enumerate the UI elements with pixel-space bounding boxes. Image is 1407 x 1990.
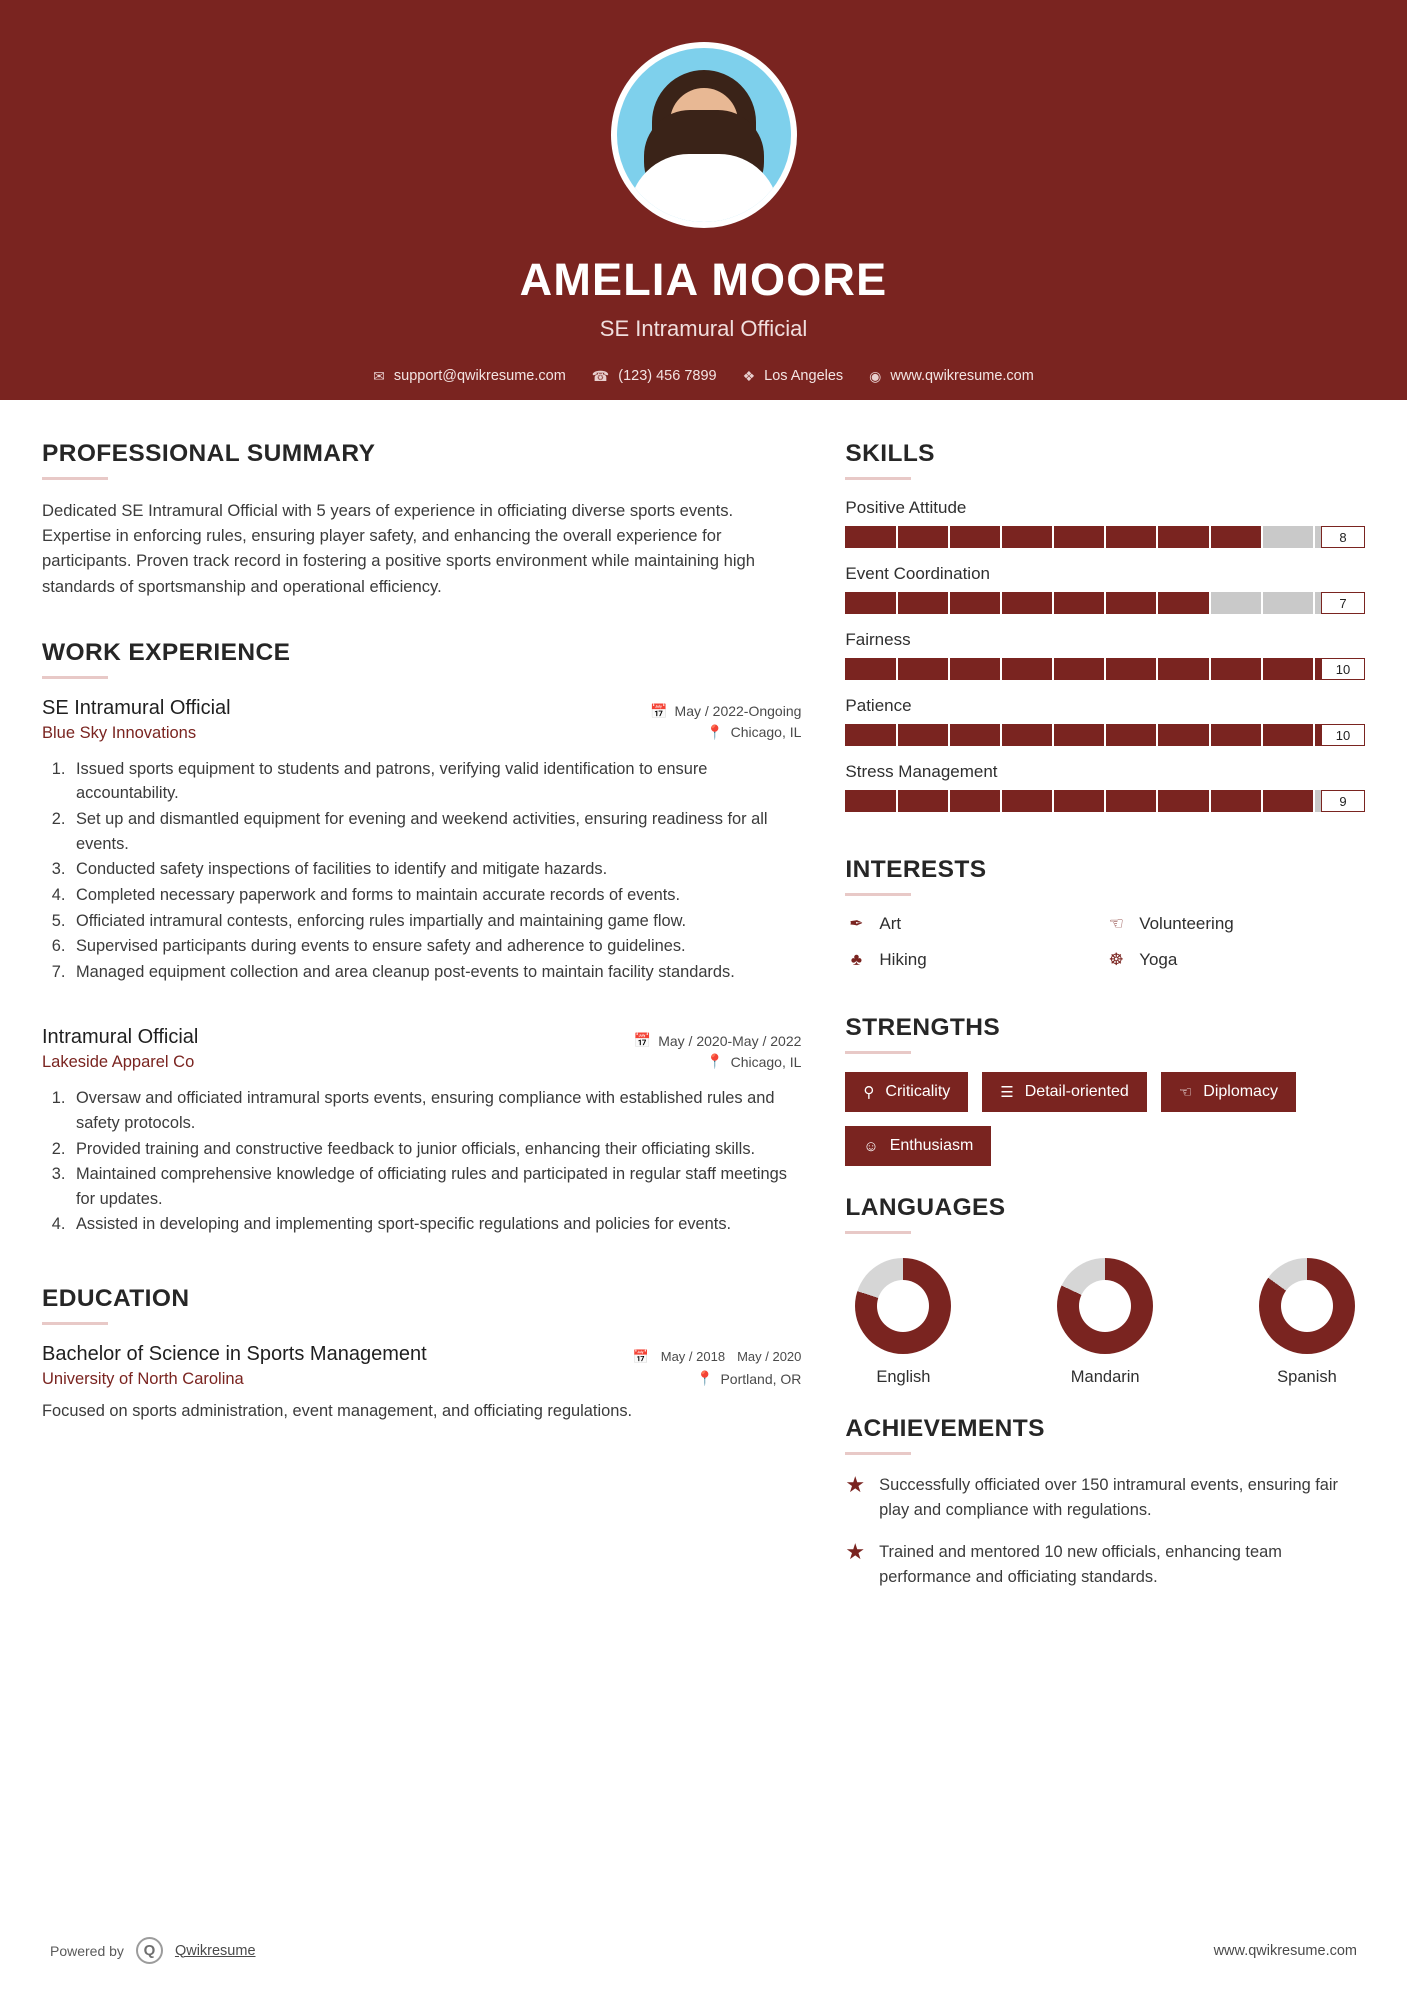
- contact-email[interactable]: [373, 368, 566, 384]
- location-pin-icon: ❖: [742, 368, 756, 384]
- job-date-text: May / 2020-May / 2022: [658, 1032, 802, 1049]
- language-item: [1057, 1258, 1153, 1387]
- job-duty: 4. Completed necessary paperwork and forms to maintain accurate records of events.: [70, 883, 801, 908]
- location-pin-icon: 📍: [706, 723, 724, 740]
- section-divider: [845, 1051, 911, 1054]
- location-pin-icon: 📍: [706, 1053, 724, 1070]
- interest-item: [1105, 914, 1365, 934]
- section-heading-summary: PROFESSIONAL SUMMARY: [42, 440, 376, 467]
- section-heading-achievements: ACHIEVEMENTS: [845, 1415, 1045, 1442]
- language-item: [855, 1258, 951, 1387]
- interest-label: Yoga: [1139, 950, 1178, 969]
- contact-location: [743, 368, 844, 384]
- education-location: [696, 1370, 801, 1387]
- language-donut: [1259, 1258, 1355, 1354]
- strength-chip: [845, 1126, 991, 1166]
- calendar-icon: 📅: [633, 1032, 652, 1049]
- location-pin-icon: 📍: [696, 1370, 714, 1387]
- skill-value: 7: [1321, 592, 1365, 614]
- education-location-text: Portland, OR: [720, 1370, 802, 1387]
- section-heading-languages: LANGUAGES: [845, 1194, 1006, 1221]
- job-location: [706, 724, 801, 741]
- education-entry: [42, 1343, 801, 1424]
- job-date: [650, 697, 801, 720]
- interest-item: [845, 914, 1105, 934]
- job-duty: 3. Conducted safety inspections of facilities to identify and mitigate hazards.: [70, 857, 801, 882]
- achievement-item: [845, 1473, 1365, 1522]
- achievement-item: [845, 1540, 1365, 1589]
- interests-list: [845, 914, 1365, 986]
- interest-label: Art: [879, 914, 902, 933]
- skill-label: Event Coordination: [845, 564, 990, 583]
- contact-bar: [373, 368, 1034, 384]
- skill-row: [845, 696, 1365, 746]
- section-divider: [845, 1231, 911, 1234]
- summary-text: Dedicated SE Intramural Official with 5 years of experience in officiating diverse sports events. Expertise in enforcing rules, ensuring player safety, and enhancing the overall experience for participants. Proven track record in fostering a positive sports environment while maintaining high standards of sportsmanship and operational efficiency.: [42, 501, 755, 596]
- education-date-end: May / 2020: [737, 1349, 802, 1365]
- calendar-icon: 📅: [650, 702, 668, 719]
- section-divider: [42, 1322, 108, 1325]
- contact-location-text: Los Angeles: [764, 368, 844, 384]
- job-duty: 2. Set up and dismantled equipment for evening and weekend activities, ensuring readiness for all events.: [70, 807, 801, 856]
- work-entry: [42, 697, 801, 984]
- education-description: Focused on sports administration, event management, and officiating regulations.: [42, 1402, 633, 1421]
- contact-phone[interactable]: [592, 368, 717, 384]
- job-location: [706, 1053, 801, 1070]
- resume-body: [0, 400, 1407, 1937]
- powered-by-label: Powered by: [50, 1942, 124, 1959]
- strength-chip: [1161, 1072, 1296, 1112]
- language-item: [1259, 1258, 1355, 1387]
- interest-item: [845, 950, 1105, 970]
- candidate-name: AMELIA MOORE: [519, 254, 888, 305]
- section-heading-interests: INTERESTS: [845, 856, 987, 883]
- job-duties: [70, 757, 801, 984]
- resume-header: [0, 0, 1407, 400]
- section-heading-work: WORK EXPERIENCE: [42, 638, 291, 666]
- resume-footer: [0, 1937, 1407, 1990]
- contact-email-text: support@qwikresume.com: [393, 368, 566, 384]
- tree-icon: ♣: [850, 950, 862, 969]
- right-column: [845, 440, 1365, 1937]
- avatar-photo: [617, 48, 791, 222]
- footer-url: www.qwikresume.com: [1213, 1942, 1357, 1959]
- job-role: Intramural Official: [42, 1026, 199, 1049]
- skill-label: Patience: [845, 696, 912, 715]
- section-divider: [845, 477, 911, 480]
- section-divider: [42, 477, 108, 480]
- strength-label: Enthusiasm: [889, 1137, 974, 1154]
- interest-label: Volunteering: [1139, 914, 1234, 933]
- education-date-start: May / 2018: [660, 1349, 726, 1365]
- skill-value: 10: [1321, 658, 1365, 680]
- language-label: Mandarin: [1070, 1368, 1140, 1386]
- skill-bar: [845, 790, 1365, 812]
- globe-icon: ◉: [869, 368, 882, 384]
- languages-list: [845, 1252, 1365, 1387]
- skill-label: Stress Management: [845, 762, 998, 781]
- job-duty: 1. Issued sports equipment to students and patrons, verifying valid identification to ensure accountability.: [70, 757, 801, 806]
- skill-bar: [845, 658, 1365, 680]
- strength-chip: [845, 1072, 968, 1112]
- avatar: [611, 42, 797, 228]
- job-role: SE Intramural Official: [42, 696, 231, 719]
- skill-bar: [845, 526, 1365, 548]
- job-duty: 3. Maintained comprehensive knowledge of officiating rules and participated in regular staff meetings for updates.: [70, 1162, 801, 1211]
- language-donut: [855, 1258, 951, 1354]
- magnifier-icon: ⚲: [863, 1084, 875, 1101]
- contact-website-text: www.qwikresume.com: [890, 368, 1034, 384]
- job-duties: [70, 1086, 801, 1237]
- strengths-list: [845, 1072, 1365, 1166]
- contact-website[interactable]: [869, 368, 1034, 384]
- section-divider: [42, 676, 108, 679]
- job-duty: 6. Supervised participants during events to ensure safety and adherence to guidelines.: [70, 934, 801, 959]
- phone-icon: ☎: [591, 368, 610, 384]
- language-label: English: [876, 1368, 931, 1386]
- skill-bar: [845, 724, 1365, 746]
- yoga-icon: ☸: [1108, 950, 1124, 969]
- skill-row: [845, 630, 1365, 680]
- section-heading-education: EDUCATION: [42, 1285, 190, 1313]
- section-heading-skills: SKILLS: [845, 440, 935, 467]
- strength-chip: [982, 1072, 1147, 1112]
- interest-label: Hiking: [879, 950, 927, 969]
- skill-row: [845, 762, 1365, 812]
- smiley-icon: ☺: [863, 1137, 879, 1155]
- strength-label: Detail-oriented: [1024, 1083, 1129, 1100]
- calendar-icon: 📅: [632, 1349, 649, 1365]
- left-column: [42, 440, 801, 1937]
- language-donut: [1057, 1258, 1153, 1354]
- skill-row: [845, 564, 1365, 614]
- job-company: Lakeside Apparel Co: [42, 1053, 195, 1072]
- work-entry: [42, 1026, 801, 1237]
- qwikresume-logo-icon: Q: [136, 1937, 163, 1964]
- section-divider: [845, 893, 911, 896]
- section-heading-strengths: STRENGTHS: [845, 1014, 1001, 1041]
- skill-value: 10: [1321, 724, 1365, 746]
- job-duty: 1. Oversaw and officiated intramural sports events, ensuring compliance with established rules and safety protocols.: [70, 1086, 801, 1135]
- interest-item: [1105, 950, 1365, 970]
- list-icon: ☰: [1000, 1084, 1014, 1101]
- email-icon: ✉: [373, 368, 385, 384]
- candidate-title: SE Intramural Official: [599, 316, 808, 341]
- contact-phone-text: (123) 456 7899: [618, 368, 717, 384]
- skill-label: Positive Attitude: [845, 498, 967, 517]
- education-degree: Bachelor of Science in Sports Management: [42, 1343, 427, 1366]
- education-dates: [633, 1343, 802, 1365]
- achievement-text: Successfully officiated over 150 intramural events, ensuring fair play and compliance with regulations.: [879, 1476, 1339, 1519]
- star-badge-icon: ★: [845, 1472, 866, 1497]
- job-date-text: May / 2022-Ongoing: [674, 703, 802, 720]
- job-duty: 2. Provided training and constructive feedback to junior officials, enhancing their officiating skills.: [70, 1137, 801, 1162]
- job-location-text: Chicago, IL: [730, 1053, 802, 1070]
- qwikresume-link[interactable]: Qwikresume: [174, 1942, 256, 1959]
- handshake-icon: ☜: [1108, 914, 1124, 933]
- star-badge-icon: ★: [845, 1539, 866, 1565]
- skill-row: [845, 498, 1365, 548]
- paintbrush-icon: ✒: [849, 914, 864, 933]
- job-duty: 4. Assisted in developing and implementing sport-specific regulations and policies for events.: [70, 1212, 801, 1237]
- job-date: [634, 1026, 802, 1049]
- job-location-text: Chicago, IL: [730, 724, 802, 741]
- language-label: Spanish: [1277, 1368, 1337, 1386]
- strength-label: Criticality: [885, 1083, 951, 1100]
- job-duty: 5. Officiated intramural contests, enforcing rules impartially and maintaining game flow.: [70, 909, 801, 934]
- achievement-text: Trained and mentored 10 new officials, enhancing team performance and officiating standards.: [879, 1543, 1282, 1586]
- powered-by: [50, 1937, 256, 1964]
- skill-label: Fairness: [845, 630, 911, 649]
- education-school: University of North Carolina: [42, 1370, 244, 1389]
- job-duty: 7. Managed equipment collection and area cleanup post-events to maintain facility standards.: [70, 960, 801, 985]
- skill-value: 8: [1321, 526, 1365, 548]
- section-divider: [845, 1452, 911, 1455]
- strength-label: Diplomacy: [1203, 1083, 1278, 1100]
- job-company: Blue Sky Innovations: [42, 723, 197, 742]
- skill-bar: [845, 592, 1365, 614]
- handshake-icon: ☜: [1178, 1084, 1193, 1101]
- skill-value: 9: [1321, 790, 1365, 812]
